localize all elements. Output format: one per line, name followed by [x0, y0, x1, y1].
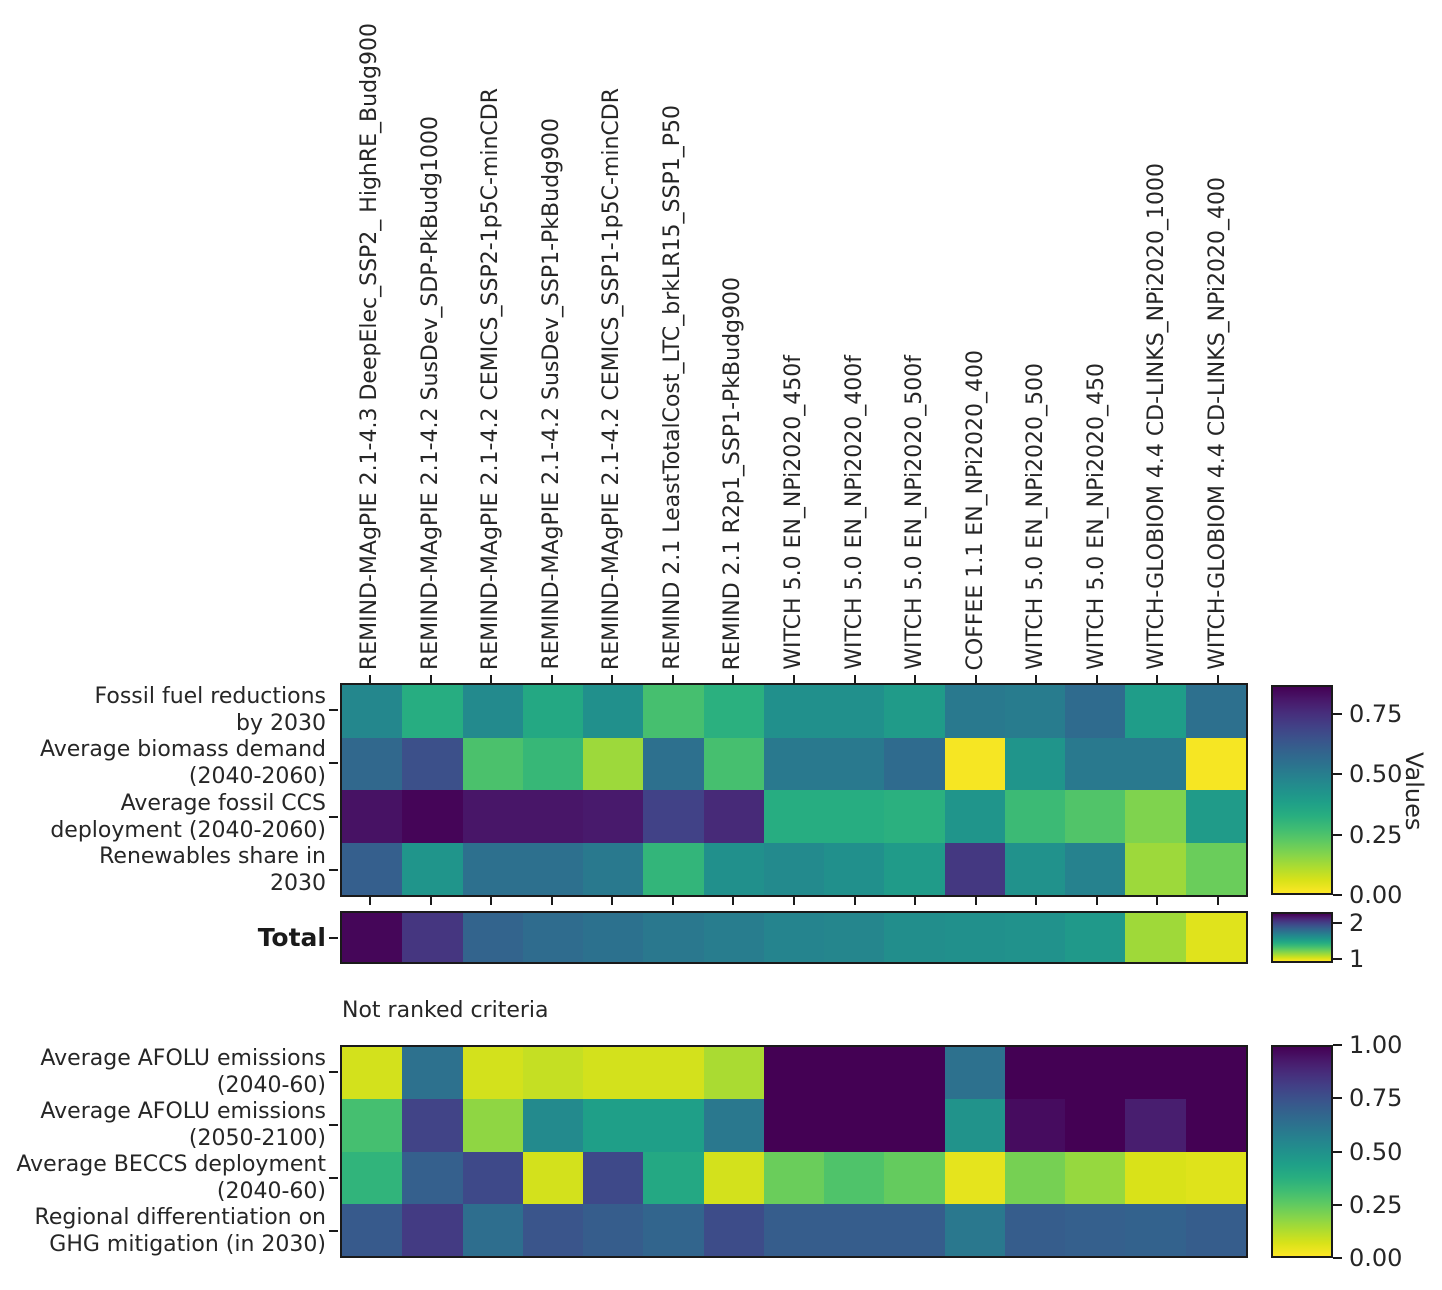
heatmap-cell — [884, 913, 944, 962]
total-heatmap — [340, 911, 1248, 964]
heatmap-cell — [945, 843, 1005, 896]
heatmap-cell — [342, 790, 402, 843]
heatmap-cell — [1005, 1099, 1065, 1151]
heatmap-cell — [884, 790, 944, 843]
colorbar-tick — [1333, 1257, 1342, 1259]
heatmap-cell — [402, 1204, 462, 1256]
row-label-line: deployment (2040-2060) — [50, 817, 326, 843]
heatmap-cell — [1005, 738, 1065, 791]
heatmap-cell — [1125, 1047, 1185, 1099]
heatmap-cell — [704, 913, 764, 962]
colorbar-tick-label: 0.00 — [1349, 881, 1403, 909]
total-colorbar — [1271, 912, 1333, 963]
colorbar-tick — [1333, 713, 1342, 715]
colorbar-tick-label: 0.50 — [1349, 760, 1403, 789]
heatmap-cell — [1125, 738, 1185, 791]
row-label-line: Regional differentiation on — [34, 1205, 326, 1231]
row-tick — [329, 1124, 338, 1126]
heatmap-cell — [583, 790, 643, 843]
column-tick — [672, 675, 674, 683]
column-label: REMIND-MAgPIE 2.1-4.2 CEMICS_SSP1-1p5C-minCDR — [599, 87, 625, 670]
heatmap-cell — [583, 738, 643, 791]
heatmap-cell — [342, 913, 402, 962]
column-tick — [914, 897, 916, 905]
column-tick — [1035, 675, 1037, 683]
column-tick — [1096, 897, 1098, 905]
heatmap-cell — [583, 1099, 643, 1151]
heatmap-cell — [342, 685, 402, 738]
heatmap-cell — [704, 738, 764, 791]
row-label-line: Average AFOLU emissions — [40, 1045, 326, 1071]
column-tick — [672, 897, 674, 905]
heatmap-cell — [1065, 1099, 1125, 1151]
heatmap-cell — [463, 1047, 523, 1099]
heatmap-cell — [643, 738, 703, 791]
heatmap-cell — [523, 843, 583, 896]
not-ranked-title: Not ranked criteria — [342, 998, 549, 1023]
colorbar-tick — [1333, 1204, 1342, 1206]
row-label — [40, 1045, 326, 1099]
column-tick — [611, 897, 613, 905]
column-label: REMIND-MAgPIE 2.1-4.3 DeepElec_SSP2_ HighRE_Budg900 — [357, 22, 383, 670]
heatmap-cell — [463, 790, 523, 843]
heatmap-cell — [1005, 843, 1065, 896]
column-label: REMIND 2.1 R2p1_SSP1-PkBudg900 — [720, 276, 746, 670]
heatmap-cell — [463, 913, 523, 962]
heatmap-cell — [764, 1152, 824, 1204]
heatmap-cell — [884, 1204, 944, 1256]
heatmap-cell — [583, 685, 643, 738]
colorbar-tick — [1333, 1097, 1342, 1099]
heatmap-cell — [1065, 1047, 1125, 1099]
column-tick — [793, 897, 795, 905]
heatmap-cell — [523, 1099, 583, 1151]
heatmap-cell — [1186, 738, 1246, 791]
row-tick — [329, 1230, 338, 1232]
heatmap-cell — [523, 790, 583, 843]
not_ranked-heatmap — [340, 1045, 1248, 1258]
row-tick — [329, 709, 338, 711]
heatmap-cell — [884, 843, 944, 896]
heatmap-cell — [643, 1204, 703, 1256]
heatmap-cell — [884, 1099, 944, 1151]
heatmap-cell — [824, 913, 884, 962]
heatmap-cell — [643, 1152, 703, 1204]
heatmap-cell — [884, 738, 944, 791]
heatmap-cell — [1186, 843, 1246, 896]
heatmap-cell — [523, 913, 583, 962]
heatmap-cell — [945, 685, 1005, 738]
heatmap-cell — [402, 1099, 462, 1151]
heatmap-cell — [945, 738, 1005, 791]
heatmap-cell — [402, 1047, 462, 1099]
heatmap-cell — [523, 1047, 583, 1099]
row-label-line: (2040-2060) — [188, 764, 326, 790]
heatmap-cell — [1065, 1204, 1125, 1256]
not_ranked-colorbar — [1271, 1045, 1333, 1258]
heatmap-cell — [1065, 685, 1125, 738]
column-label: REMIND-MAgPIE 2.1-4.2 SusDev_SDP-PkBudg1000 — [417, 116, 443, 670]
heatmap-cell — [342, 1099, 402, 1151]
colorbar-tick — [1333, 834, 1342, 836]
heatmap-cell — [1125, 913, 1185, 962]
row-label-line: GHG mitigation (in 2030) — [49, 1232, 326, 1258]
column-tick — [611, 675, 613, 683]
heatmap-cell — [1065, 790, 1125, 843]
colorbar-tick-label: 0.75 — [1349, 699, 1403, 728]
column-tick — [551, 675, 553, 683]
heatmap-cell — [764, 843, 824, 896]
row-tick — [329, 816, 338, 818]
heatmap-cell — [1186, 790, 1246, 843]
heatmap-cell — [1005, 790, 1065, 843]
heatmap-cell — [824, 1204, 884, 1256]
heatmap-cell — [764, 790, 824, 843]
heatmap-cell — [463, 738, 523, 791]
heatmap-cell — [884, 1152, 944, 1204]
heatmap-cell — [1125, 1099, 1185, 1151]
column-tick — [1035, 897, 1037, 905]
heatmap-cell — [764, 1047, 824, 1099]
heatmap-cell — [402, 843, 462, 896]
column-tick — [551, 897, 553, 905]
heatmap-cell — [1186, 1152, 1246, 1204]
heatmap-cell — [1065, 843, 1125, 896]
column-tick — [914, 675, 916, 683]
heatmap-cell — [704, 1204, 764, 1256]
heatmap-cell — [704, 685, 764, 738]
heatmap-cell — [764, 1204, 824, 1256]
column-tick — [1096, 675, 1098, 683]
heatmap-cell — [824, 1152, 884, 1204]
heatmap-cell — [764, 685, 824, 738]
heatmap-cell — [945, 913, 1005, 962]
heatmap-cell — [463, 843, 523, 896]
column-tick — [1217, 675, 1219, 683]
row-label-line: (2050-2100) — [188, 1125, 326, 1151]
column-tick — [1217, 897, 1219, 905]
heatmap-cell — [643, 790, 703, 843]
row-label — [35, 1204, 326, 1258]
column-label: WITCH 5.0 EN_NPi2020_500 — [1023, 363, 1049, 670]
row-label-line: Average AFOLU emissions — [40, 1098, 326, 1124]
heatmap-cell — [945, 1204, 1005, 1256]
column-tick — [975, 897, 977, 905]
heatmap-cell — [945, 1099, 1005, 1151]
heatmap-cell — [764, 913, 824, 962]
column-tick — [430, 675, 432, 683]
row-tick — [329, 937, 338, 939]
heatmap-cell — [583, 913, 643, 962]
heatmap-cell — [1125, 843, 1185, 896]
column-label: WITCH 5.0 EN_NPi2020_400f — [841, 355, 867, 670]
heatmap-cell — [1005, 1047, 1065, 1099]
heatmap-cell — [643, 1099, 703, 1151]
heatmap-cell — [342, 843, 402, 896]
heatmap-cell — [704, 790, 764, 843]
heatmap-cell — [583, 1152, 643, 1204]
heatmap-cell — [1186, 1047, 1246, 1099]
column-tick — [1156, 675, 1158, 683]
heatmap-cell — [1065, 1152, 1125, 1204]
heatmap-cell — [1125, 1204, 1185, 1256]
colorbar-tick — [1333, 958, 1342, 960]
heatmap-cell — [342, 738, 402, 791]
row-label-line: Total — [257, 922, 326, 952]
colorbar-tick-label: 0.25 — [1349, 820, 1403, 849]
heatmap-cell — [1186, 1204, 1246, 1256]
row-label — [99, 843, 326, 897]
heatmap-cell — [1065, 913, 1125, 962]
row-label-line: by 2030 — [236, 710, 326, 736]
heatmap-cell — [704, 1047, 764, 1099]
column-label: WITCH-GLOBIOM 4.4 CD-LINKS_NPi2020_400 — [1204, 177, 1230, 670]
heatmap-cell — [402, 1152, 462, 1204]
row-tick — [329, 1071, 338, 1073]
heatmap-cell — [1186, 1099, 1246, 1151]
colorbar-tick-label: 0.50 — [1349, 1137, 1403, 1166]
colorbar-tick-label: 1.00 — [1349, 1031, 1403, 1059]
heatmap-cell — [523, 1204, 583, 1256]
column-label: WITCH 5.0 EN_NPi2020_450f — [781, 355, 806, 670]
heatmap-cell — [1125, 1152, 1185, 1204]
row-label-line: Average fossil CCS — [120, 790, 326, 816]
heatmap-cell — [523, 685, 583, 738]
heatmap-cell — [583, 1047, 643, 1099]
criteria-heatmap — [340, 683, 1248, 897]
heatmap-cell — [764, 738, 824, 791]
column-tick — [732, 675, 734, 683]
row-label — [40, 736, 326, 790]
heatmap-cell — [523, 1152, 583, 1204]
column-label: REMIND-MAgPIE 2.1-4.2 CEMICS_SSP2-1p5C-minCDR — [478, 87, 504, 670]
heatmap-cell — [463, 1099, 523, 1151]
heatmap-cell — [945, 1047, 1005, 1099]
heatmap-cell — [1065, 738, 1125, 791]
heatmap-cell — [463, 1152, 523, 1204]
heatmap-cell — [643, 1047, 703, 1099]
row-label-line: (2040-60) — [216, 1072, 326, 1098]
heatmap-cell — [643, 913, 703, 962]
heatmap-cell — [704, 1152, 764, 1204]
column-label: WITCH 5.0 EN_NPi2020_450 — [1083, 363, 1109, 670]
heatmap-cell — [824, 1099, 884, 1151]
row-label-line: Average BECCS deployment — [16, 1152, 326, 1178]
column-label: COFFEE 1.1 EN_NPi2020_400 — [962, 349, 988, 670]
heatmap-cell — [402, 685, 462, 738]
heatmap-cell — [463, 1204, 523, 1256]
column-tick — [854, 675, 856, 683]
row-tick — [329, 1177, 338, 1179]
heatmap-cell — [402, 913, 462, 962]
column-tick — [854, 897, 856, 905]
heatmap-cell — [463, 685, 523, 738]
heatmap-cell — [643, 843, 703, 896]
heatmap-cell — [764, 1099, 824, 1151]
row-tick — [329, 762, 338, 764]
heatmap-cell — [342, 1047, 402, 1099]
column-tick — [793, 675, 795, 683]
heatmap-cell — [1125, 790, 1185, 843]
heatmap-cell — [824, 685, 884, 738]
heatmap-cell — [824, 843, 884, 896]
column-tick — [490, 897, 492, 905]
heatmap-cell — [523, 738, 583, 791]
column-tick — [732, 897, 734, 905]
column-tick — [369, 897, 371, 905]
column-tick — [369, 675, 371, 683]
heatmap-cell — [1005, 1204, 1065, 1256]
heatmap-cell — [824, 1047, 884, 1099]
colorbar-tick — [1333, 922, 1342, 924]
heatmap-cell — [402, 738, 462, 791]
row-label-line: Fossil fuel reductions — [94, 683, 326, 709]
heatmap-cell — [342, 1204, 402, 1256]
colorbar-tick-label: 0.00 — [1349, 1244, 1403, 1272]
heatmap-cell — [643, 685, 703, 738]
heatmap-cell — [884, 1047, 944, 1099]
heatmap-cell — [704, 1099, 764, 1151]
row-label — [258, 923, 326, 953]
column-tick — [1156, 897, 1158, 905]
colorbar-tick — [1333, 773, 1342, 775]
heatmap-cell — [945, 790, 1005, 843]
column-tick — [490, 675, 492, 683]
heatmap-cell — [583, 843, 643, 896]
colorbar-tick-label: 0.25 — [1349, 1190, 1403, 1219]
row-tick — [329, 869, 338, 871]
heatmap-cell — [1186, 685, 1246, 738]
heatmap-cell — [1005, 1152, 1065, 1204]
row-label — [50, 790, 326, 844]
column-label: REMIND 2.1 LeastTotalCost_LTC_brkLR15_SSP1_P50 — [659, 105, 685, 670]
heatmap-cell — [1186, 913, 1246, 962]
row-label-line: 2030 — [270, 871, 326, 897]
row-label-line: Average biomass demand — [39, 737, 326, 763]
colorbar-tick-label: 2 — [1349, 909, 1365, 938]
row-label-line: (2040-60) — [216, 1179, 326, 1205]
column-label: REMIND-MAgPIE 2.1-4.2 SusDev_SSP1-PkBudg900 — [538, 118, 564, 670]
row-label — [40, 1098, 326, 1152]
heatmap-cell — [884, 685, 944, 738]
row-label-line: Renewables share in — [99, 844, 326, 870]
heatmap-cell — [1005, 913, 1065, 962]
column-label: WITCH 5.0 EN_NPi2020_500f — [902, 355, 928, 670]
row-label — [16, 1151, 326, 1205]
heatmap-cell — [704, 843, 764, 896]
colorbar-tick — [1333, 894, 1342, 896]
colorbar-tick-label: 1 — [1349, 945, 1365, 974]
colorbar-tick — [1333, 1151, 1342, 1153]
heatmap-cell — [945, 1152, 1005, 1204]
heatmap-cell — [342, 1152, 402, 1204]
colorbar-tick — [1333, 1044, 1342, 1046]
heatmap-cell — [1125, 685, 1185, 738]
heatmap-cell — [583, 1204, 643, 1256]
row-label — [94, 683, 326, 737]
colorbar-tick-label: 0.75 — [1349, 1084, 1403, 1113]
colorbar-values-label: Values — [1400, 752, 1428, 831]
column-label: WITCH-GLOBIOM 4.4 CD-LINKS_NPi2020_1000 — [1144, 163, 1170, 670]
column-tick — [430, 897, 432, 905]
heatmap-cell — [402, 790, 462, 843]
criteria-colorbar — [1271, 685, 1333, 895]
column-tick — [975, 675, 977, 683]
heatmap-cell — [824, 790, 884, 843]
heatmap-cell — [1005, 685, 1065, 738]
heatmap-cell — [824, 738, 884, 791]
